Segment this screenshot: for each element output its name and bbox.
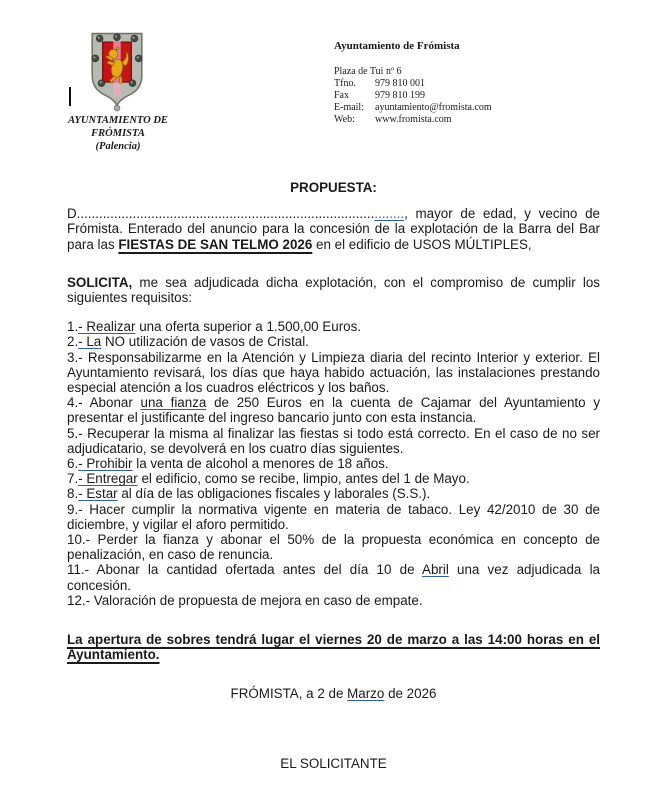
email-value: ayuntamiento@fromista.com (375, 102, 492, 113)
envelope-opening-notice: La apertura de sobres tendrá lugar el viernes 20 de marzo a las 14:00 horas en el Ayuntamiento. (67, 632, 600, 663)
email-label: E-mail: (334, 102, 364, 113)
requirement-item-5: 5.- Recuperar la misma al finalizar las fiestas si todo está correcto. En el caso de no ser adjudicatario, se devolverá en los cuatro días siguientes. (67, 425, 600, 456)
requirement-item-10: 10.- Perder la fianza y abonar el 50% de la propuesta económica en concepto de penalización, en caso de renuncia. (67, 532, 600, 563)
org-name-block (40, 114, 196, 153)
date-line: FRÓMISTA, a 2 de Marzo de 2026 (230, 686, 437, 702)
web-value: www.fromista.com (375, 114, 452, 125)
requirement-item-6: 6.- Prohibir la venta de alcohol a menores de 18 años. (67, 456, 389, 472)
requirement-item-3: 3.- Responsabilizarme en la Atención y Limpieza diaria del recinto Interior y exterior. El Ayuntamiento revisará, los días que haya habido actuación, las instalaciones prestando especial atención a los cuadros eléctricos y los baños. (67, 349, 600, 396)
requirements-list (67, 319, 600, 608)
requirement-item-11: 11.- Abonar la cantidad ofertada antes del día 10 de Abril una vez adjudicada la concesión. (67, 562, 600, 593)
signature-label: EL SOLICITANTE (280, 755, 387, 771)
document-body (67, 172, 600, 771)
shield-knob (114, 105, 120, 111)
requirement-item-2: 2.- La NO utilización de vasos de Cristal. (67, 334, 309, 350)
phone-value: 979 810 001 (375, 78, 425, 89)
org-title: Ayuntamiento de Frómista (334, 40, 460, 52)
intro-paragraph: D........................................................................................, mayor de edad, y vecino de Frómista. Enterado del anuncio para la concesión de la explotación de la Barra del Bar para las FIESTAS DE SAN TELMO 2026 en el edificio de USOS MÚLTIPLES, (67, 206, 600, 252)
coat-of-arms-icon (86, 30, 148, 114)
fax-row (334, 90, 624, 102)
phone-label: Tfno. (334, 78, 356, 89)
requirement-item-12: 12.- Valoración de propuesta de mejora en caso de empate. (67, 592, 423, 608)
requirement-item-7: 7.- Entregar el edificio, como se recibe, limpio, antes del 1 de Mayo. (67, 471, 470, 487)
contact-block (334, 40, 624, 126)
document-title: PROPUESTA: (290, 180, 377, 195)
fax-label: Fax (334, 90, 349, 101)
requirement-item-9: 9.- Hacer cumplir la normativa vigente en materia de tabaco. Ley 42/2010 de 30 de diciembre, y vigilar el aforo permitido. (67, 501, 600, 532)
text-cursor-artifact (69, 87, 71, 106)
org-name-line1: AYUNTAMIENTO DE (68, 115, 168, 126)
requirement-item-1: 1.- Realizar una oferta superior a 1.500,00 Euros. (67, 319, 362, 335)
fax-value: 979 810 199 (375, 90, 425, 101)
solicita-paragraph: SOLICITA, me sea adjudicada dicha explotación, con el compromiso de cumplir los siguientes requisitos: (67, 274, 600, 306)
web-row (334, 114, 624, 126)
requirement-item-8: 8.- Estar al día de las obligaciones fiscales y laborales (S.S.). (67, 486, 431, 502)
org-name-line3: (Palencia) (95, 141, 141, 152)
org-address: Plaza de Tui nº 6 (334, 66, 402, 77)
phone-row (334, 78, 624, 90)
web-label: Web: (334, 114, 355, 125)
requirement-item-4: 4.- Abonar una fianza de 250 Euros en la cuenta de Cajamar del Ayuntamiento y presentar el justificante del ingreso bancario junto con esta instancia. (67, 395, 601, 426)
email-row (334, 102, 624, 114)
org-name-line2: FRÓMISTA (91, 128, 145, 139)
